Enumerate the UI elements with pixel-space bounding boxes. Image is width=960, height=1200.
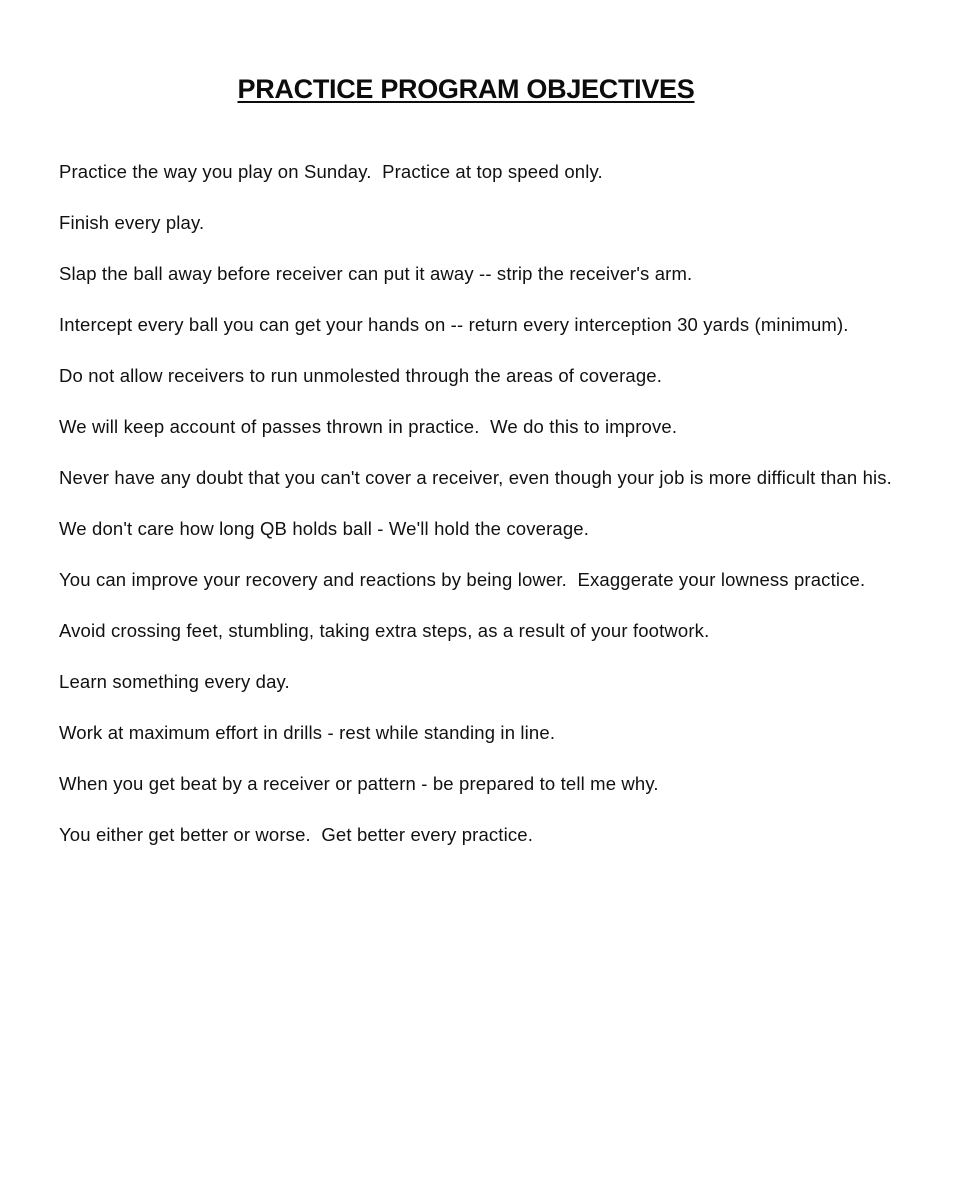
list-item: Do not allow receivers to run unmolested through the areas of coverage.: [59, 365, 662, 386]
list-item: Never have any doubt that you can't cover a receiver, even though your job is more difficult than his.: [59, 467, 892, 488]
list-item: We don't care how long QB holds ball - We'll hold the coverage.: [59, 518, 590, 539]
list-item: Intercept every ball you can get your hands on -- return every interception 30 yards (minimum).: [59, 314, 849, 335]
list-item: You either get better or worse. Get better every practice.: [59, 824, 533, 845]
list-item: Avoid crossing feet, stumbling, taking extra steps, as a result of your footwork.: [59, 620, 710, 641]
list-item: Finish every play.: [59, 212, 205, 233]
page-title: PRACTICE PROGRAM OBJECTIVES: [237, 74, 695, 104]
list-item: Practice the way you play on Sunday. Practice at top speed only.: [59, 161, 603, 182]
list-item: When you get beat by a receiver or pattern - be prepared to tell me why.: [59, 773, 659, 794]
list-item: Slap the ball away before receiver can put it away -- strip the receiver's arm.: [59, 263, 693, 284]
list-item: We will keep account of passes thrown in practice. We do this to improve.: [59, 416, 678, 437]
list-item: Work at maximum effort in drills - rest while standing in line.: [59, 722, 556, 743]
list-item: Learn something every day.: [59, 671, 290, 692]
list-item: You can improve your recovery and reactions by being lower. Exaggerate your lowness practice.: [59, 569, 866, 590]
objectives-list: [59, 160, 939, 874]
